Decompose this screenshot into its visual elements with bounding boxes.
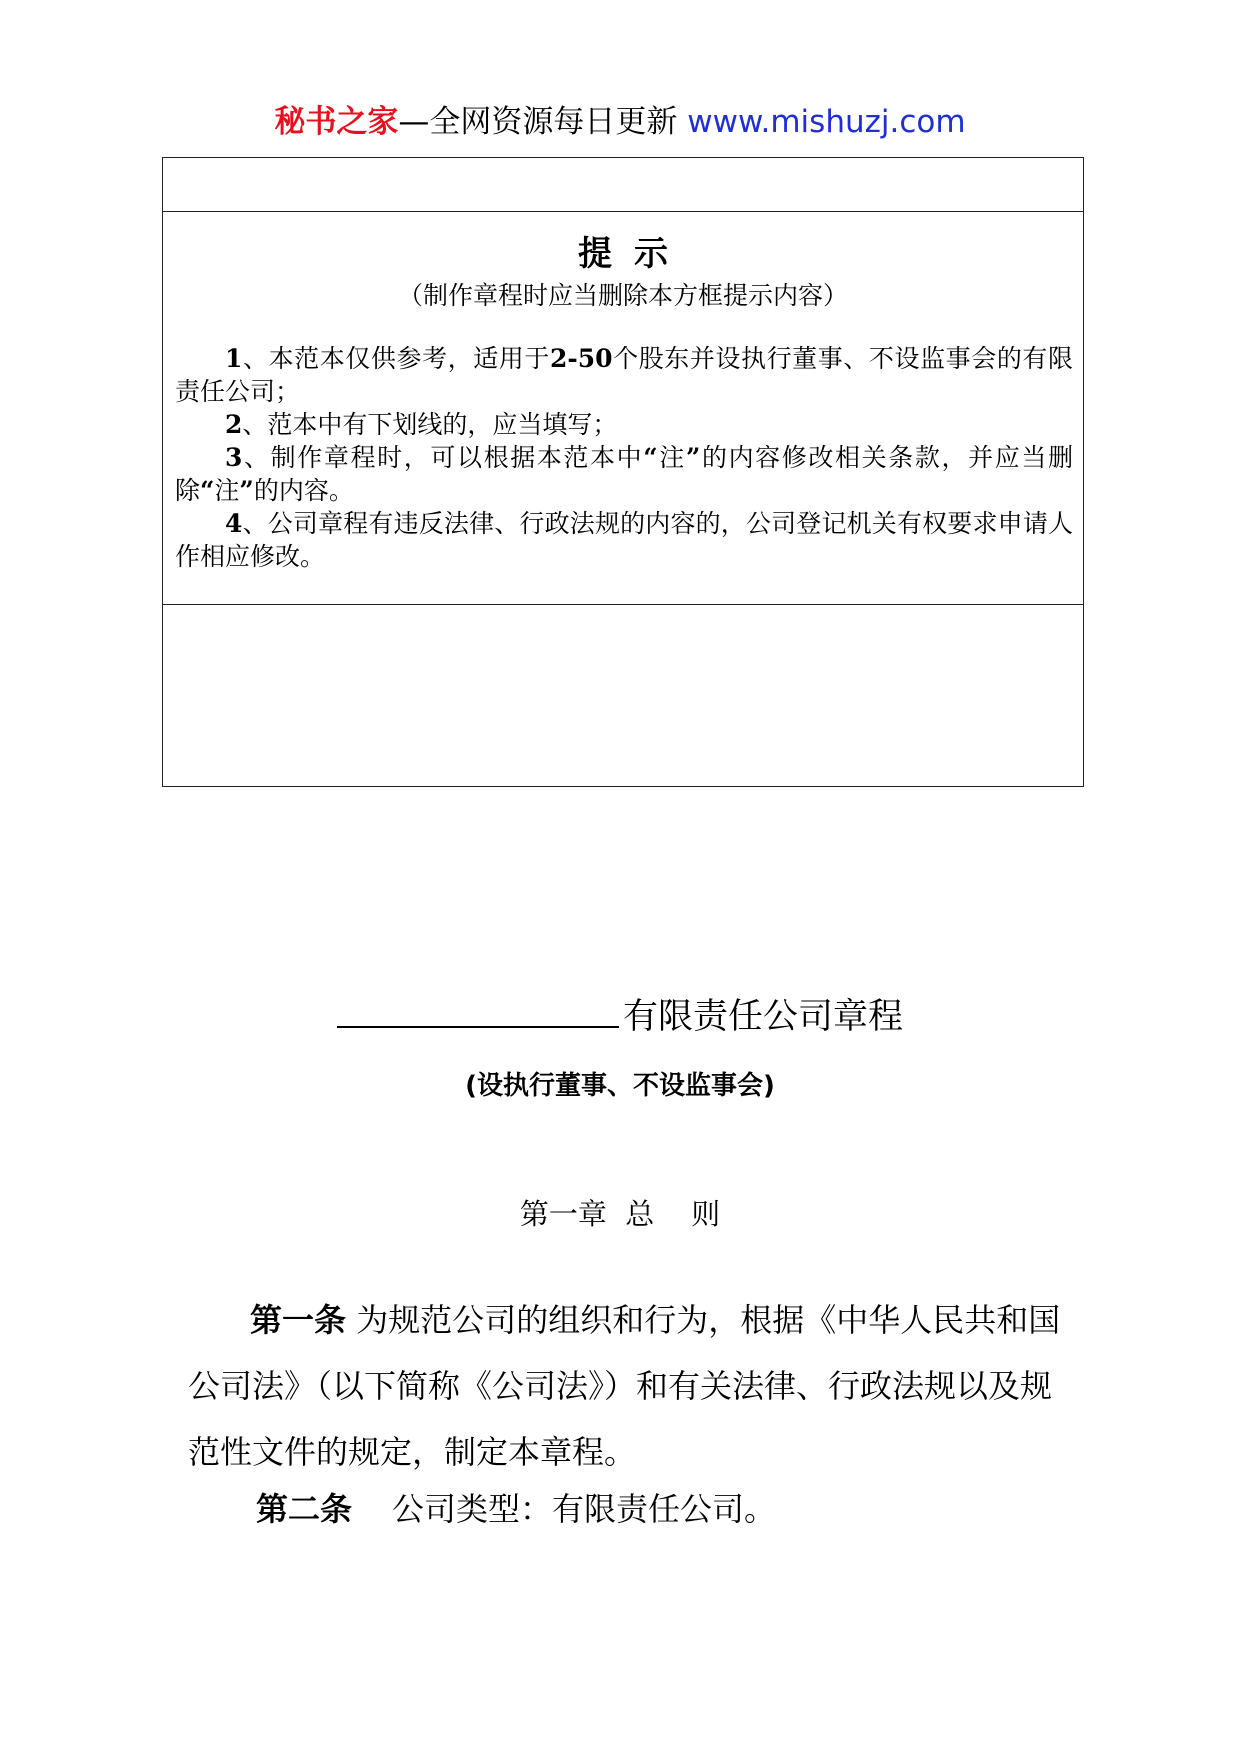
article-1	[188, 1287, 1068, 1485]
notice-items	[175, 342, 1073, 573]
notice-bottom-divider	[163, 604, 1083, 605]
site-url-link[interactable]: www.mishuzj.com	[687, 104, 966, 140]
article-2-text: 公司类型：有限责任公司。	[392, 1490, 777, 1528]
document-subtitle: (设执行董事、不设监事会)	[465, 1071, 775, 1101]
site-header	[0, 100, 1240, 144]
notice-box	[162, 157, 1084, 787]
notice-item-1: 1、本范本仅供参考，适用于2-50个股东并设执行董事、不设监事会的有限责任公司；	[175, 344, 1073, 406]
article-2-label: 第二条	[256, 1490, 353, 1528]
article-1-text: 为规范公司的组织和行为，根据《中华人民共和国公司法》（以下简称《公司法》）和有关法律、行政法规以及规范性文件的规定，制定本章程。	[188, 1301, 1061, 1471]
header-tagline: —全网资源每日更新	[398, 104, 688, 140]
brand-name: 秘书之家	[274, 104, 399, 140]
notice-subtitle: （制作章程时应当删除本方框提示内容）	[397, 281, 848, 310]
notice-item-4: 4、公司章程有违反法律、行政法规的内容的，公司登记机关有权要求申请人作相应修改。	[175, 509, 1073, 571]
notice-item-3: 3、制作章程时，可以根据本范本中“注”的内容修改相关条款，并应当删除“注”的内容。	[175, 443, 1073, 505]
chapter-heading: 第一章 总 则	[519, 1197, 721, 1231]
notice-top-divider	[163, 211, 1083, 212]
company-name-blank[interactable]	[337, 990, 619, 1028]
notice-item-2: 2、范本中有下划线的，应当填写；	[225, 410, 618, 439]
article-2	[256, 1476, 1136, 1542]
document-title-text: 有限责任公司章程	[622, 997, 903, 1037]
article-1-label: 第一条	[250, 1301, 347, 1339]
document-title	[0, 990, 1240, 1042]
notice-title: 提示	[578, 234, 690, 274]
